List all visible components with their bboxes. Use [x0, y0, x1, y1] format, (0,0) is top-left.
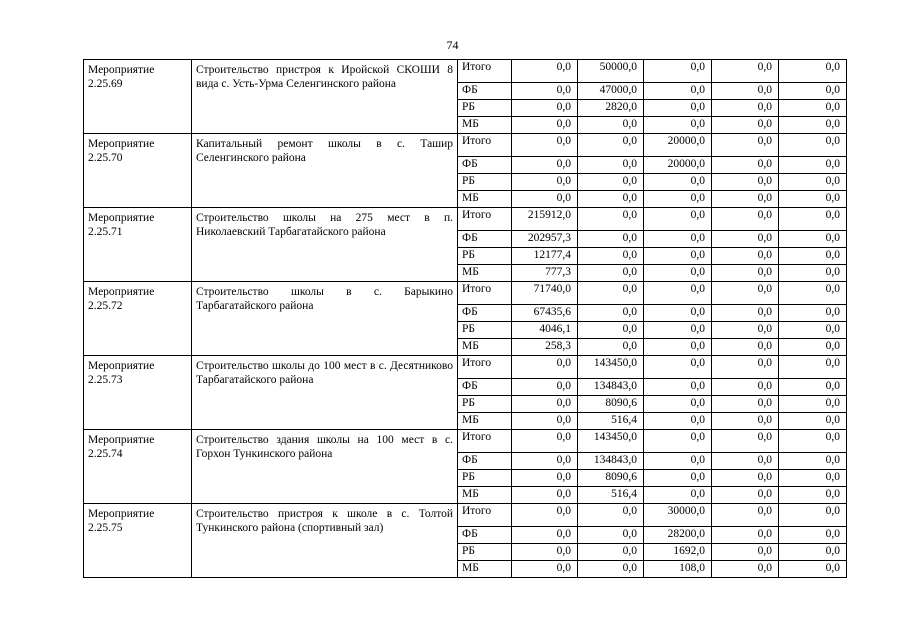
amount-cell: 2820,0 — [578, 100, 644, 117]
amount-cell: 0,0 — [779, 134, 847, 157]
amount-cell: 0,0 — [712, 561, 779, 578]
amount-cell: 0,0 — [779, 487, 847, 504]
amount-cell: 0,0 — [644, 430, 712, 453]
amount-cell: 143450,0 — [578, 356, 644, 379]
amount-cell: 0,0 — [512, 544, 578, 561]
table-body — [84, 60, 847, 578]
amount-cell: 0,0 — [712, 356, 779, 379]
funding-source-cell: ФБ — [458, 157, 512, 174]
funding-source-cell: ФБ — [458, 83, 512, 100]
funding-source-cell: МБ — [458, 265, 512, 282]
amount-cell: 0,0 — [512, 504, 578, 527]
funding-source-cell: ФБ — [458, 379, 512, 396]
funding-source-cell: РБ — [458, 544, 512, 561]
funding-source-cell: МБ — [458, 117, 512, 134]
table-row — [84, 356, 847, 379]
event-id-cell: Мероприятие 2.25.69 — [84, 60, 192, 134]
funding-source-cell: Итого — [458, 208, 512, 231]
amount-cell: 0,0 — [712, 282, 779, 305]
event-id-cell: Мероприятие 2.25.71 — [84, 208, 192, 282]
amount-cell: 0,0 — [512, 379, 578, 396]
amount-cell: 0,0 — [712, 134, 779, 157]
amount-cell: 0,0 — [644, 282, 712, 305]
amount-cell: 28200,0 — [644, 527, 712, 544]
amount-cell: 0,0 — [512, 527, 578, 544]
amount-cell: 0,0 — [644, 60, 712, 83]
amount-cell: 67435,6 — [512, 305, 578, 322]
amount-cell: 0,0 — [578, 561, 644, 578]
amount-cell: 0,0 — [779, 157, 847, 174]
amount-cell: 0,0 — [779, 117, 847, 134]
amount-cell: 0,0 — [712, 248, 779, 265]
amount-cell: 0,0 — [779, 208, 847, 231]
amount-cell: 1692,0 — [644, 544, 712, 561]
amount-cell: 0,0 — [712, 322, 779, 339]
amount-cell: 0,0 — [578, 248, 644, 265]
amount-cell: 47000,0 — [578, 83, 644, 100]
amount-cell: 0,0 — [779, 453, 847, 470]
event-description-cell: Строительство здания школы на 100 мест в с. Горхон Тункинского района — [192, 430, 458, 504]
amount-cell: 0,0 — [644, 265, 712, 282]
funding-source-cell: ФБ — [458, 527, 512, 544]
amount-cell: 0,0 — [512, 83, 578, 100]
amount-cell: 0,0 — [779, 305, 847, 322]
amount-cell: 30000,0 — [644, 504, 712, 527]
amount-cell: 0,0 — [512, 413, 578, 430]
amount-cell: 0,0 — [779, 544, 847, 561]
amount-cell: 0,0 — [712, 265, 779, 282]
amount-cell: 8090,6 — [578, 470, 644, 487]
amount-cell: 0,0 — [644, 356, 712, 379]
amount-cell: 0,0 — [578, 544, 644, 561]
amount-cell: 0,0 — [512, 561, 578, 578]
amount-cell: 0,0 — [712, 208, 779, 231]
amount-cell: 20000,0 — [644, 157, 712, 174]
amount-cell: 0,0 — [512, 100, 578, 117]
amount-cell: 0,0 — [644, 396, 712, 413]
table-row — [84, 60, 847, 83]
amount-cell: 12177,4 — [512, 248, 578, 265]
page-number: 74 — [446, 38, 459, 52]
amount-cell: 134843,0 — [578, 453, 644, 470]
amount-cell: 0,0 — [578, 339, 644, 356]
amount-cell: 0,0 — [779, 413, 847, 430]
amount-cell: 0,0 — [644, 339, 712, 356]
amount-cell: 0,0 — [578, 305, 644, 322]
event-description-cell: Строительство школы до 100 мест в с. Десятниково Тарбагатайского района — [192, 356, 458, 430]
funding-source-cell: РБ — [458, 248, 512, 265]
amount-cell: 0,0 — [779, 339, 847, 356]
amount-cell: 0,0 — [578, 134, 644, 157]
amount-cell: 0,0 — [644, 322, 712, 339]
amount-cell: 0,0 — [578, 174, 644, 191]
funding-source-cell: МБ — [458, 413, 512, 430]
amount-cell: 0,0 — [712, 60, 779, 83]
funding-source-cell: ФБ — [458, 305, 512, 322]
amount-cell: 0,0 — [779, 379, 847, 396]
amount-cell: 516,4 — [578, 487, 644, 504]
event-id-cell: Мероприятие 2.25.75 — [84, 504, 192, 578]
amount-cell: 0,0 — [644, 413, 712, 430]
funding-source-cell: Итого — [458, 282, 512, 305]
funding-source-cell: ФБ — [458, 231, 512, 248]
amount-cell: 0,0 — [512, 487, 578, 504]
amount-cell: 777,3 — [512, 265, 578, 282]
amount-cell: 0,0 — [779, 396, 847, 413]
amount-cell: 0,0 — [779, 561, 847, 578]
amount-cell: 134843,0 — [578, 379, 644, 396]
amount-cell: 0,0 — [779, 430, 847, 453]
amount-cell: 0,0 — [512, 117, 578, 134]
event-id-cell: Мероприятие 2.25.70 — [84, 134, 192, 208]
amount-cell: 0,0 — [779, 248, 847, 265]
amount-cell: 0,0 — [578, 208, 644, 231]
funding-source-cell: МБ — [458, 487, 512, 504]
amount-cell: 50000,0 — [578, 60, 644, 83]
amount-cell: 0,0 — [712, 83, 779, 100]
amount-cell: 0,0 — [512, 191, 578, 208]
amount-cell: 0,0 — [712, 504, 779, 527]
funding-source-cell: Итого — [458, 60, 512, 83]
amount-cell: 0,0 — [712, 396, 779, 413]
amount-cell: 0,0 — [512, 157, 578, 174]
funding-source-cell: ФБ — [458, 453, 512, 470]
amount-cell: 20000,0 — [644, 134, 712, 157]
amount-cell: 0,0 — [578, 527, 644, 544]
amount-cell: 0,0 — [712, 453, 779, 470]
event-description-cell: Строительство пристроя к Иройской СКОШИ 8 вида с. Усть-Урма Селенгинского района — [192, 60, 458, 134]
amount-cell: 108,0 — [644, 561, 712, 578]
amount-cell: 0,0 — [578, 231, 644, 248]
amount-cell: 0,0 — [644, 208, 712, 231]
amount-cell: 0,0 — [644, 174, 712, 191]
funding-source-cell: РБ — [458, 100, 512, 117]
amount-cell: 0,0 — [578, 265, 644, 282]
event-description-cell: Строительство школы в с. Барыкино Тарбагатайского района — [192, 282, 458, 356]
amount-cell: 0,0 — [712, 544, 779, 561]
amount-cell: 0,0 — [712, 100, 779, 117]
amount-cell: 0,0 — [644, 231, 712, 248]
amount-cell: 0,0 — [779, 282, 847, 305]
funding-source-cell: Итого — [458, 356, 512, 379]
event-description-cell: Строительство пристроя к школе в с. Толтой Тункинского района (спортивный зал) — [192, 504, 458, 578]
amount-cell: 0,0 — [578, 117, 644, 134]
amount-cell: 143450,0 — [578, 430, 644, 453]
table-row — [84, 282, 847, 305]
amount-cell: 0,0 — [712, 379, 779, 396]
table-row — [84, 504, 847, 527]
amount-cell: 0,0 — [779, 174, 847, 191]
funding-source-cell: Итого — [458, 134, 512, 157]
funding-source-cell: Итого — [458, 430, 512, 453]
funding-source-cell: РБ — [458, 470, 512, 487]
event-description-cell: Строительство школы на 275 мест в п. Николаевский Тарбагатайского района — [192, 208, 458, 282]
amount-cell: 0,0 — [779, 322, 847, 339]
amount-cell: 0,0 — [712, 527, 779, 544]
funding-source-cell: Итого — [458, 504, 512, 527]
amount-cell: 0,0 — [712, 117, 779, 134]
amount-cell: 0,0 — [712, 191, 779, 208]
amount-cell: 0,0 — [712, 157, 779, 174]
amount-cell: 0,0 — [512, 470, 578, 487]
amount-cell: 0,0 — [712, 413, 779, 430]
amount-cell: 202957,3 — [512, 231, 578, 248]
amount-cell: 0,0 — [644, 100, 712, 117]
amount-cell: 0,0 — [712, 174, 779, 191]
amount-cell: 0,0 — [512, 356, 578, 379]
funding-source-cell: МБ — [458, 191, 512, 208]
amount-cell: 0,0 — [779, 356, 847, 379]
amount-cell: 0,0 — [644, 487, 712, 504]
amount-cell: 71740,0 — [512, 282, 578, 305]
amount-cell: 0,0 — [578, 191, 644, 208]
funding-source-cell: РБ — [458, 396, 512, 413]
amount-cell: 0,0 — [512, 396, 578, 413]
amount-cell: 0,0 — [578, 504, 644, 527]
amount-cell: 8090,6 — [578, 396, 644, 413]
funding-source-cell: МБ — [458, 339, 512, 356]
amount-cell: 4046,1 — [512, 322, 578, 339]
amount-cell: 0,0 — [644, 117, 712, 134]
funding-source-cell: РБ — [458, 174, 512, 191]
amount-cell: 0,0 — [644, 305, 712, 322]
table-row — [84, 208, 847, 231]
amount-cell: 0,0 — [779, 231, 847, 248]
amount-cell: 0,0 — [644, 453, 712, 470]
amount-cell: 0,0 — [578, 282, 644, 305]
event-id-cell: Мероприятие 2.25.73 — [84, 356, 192, 430]
amount-cell: 0,0 — [644, 83, 712, 100]
amount-cell: 0,0 — [779, 100, 847, 117]
amount-cell: 0,0 — [779, 470, 847, 487]
amount-cell: 0,0 — [779, 504, 847, 527]
event-description-cell: Капитальный ремонт школы в с. Ташир Селенгинского района — [192, 134, 458, 208]
amount-cell: 0,0 — [644, 191, 712, 208]
amount-cell: 0,0 — [779, 265, 847, 282]
amount-cell: 0,0 — [712, 231, 779, 248]
amount-cell: 0,0 — [512, 430, 578, 453]
funding-source-cell: МБ — [458, 561, 512, 578]
amount-cell: 0,0 — [712, 470, 779, 487]
table-row — [84, 134, 847, 157]
amount-cell: 0,0 — [512, 453, 578, 470]
amount-cell: 0,0 — [644, 248, 712, 265]
amount-cell: 0,0 — [644, 379, 712, 396]
amount-cell: 0,0 — [779, 191, 847, 208]
amount-cell: 0,0 — [512, 60, 578, 83]
amount-cell: 0,0 — [712, 487, 779, 504]
amount-cell: 0,0 — [578, 157, 644, 174]
event-id-cell: Мероприятие 2.25.72 — [84, 282, 192, 356]
funding-source-cell: РБ — [458, 322, 512, 339]
amount-cell: 0,0 — [712, 339, 779, 356]
amount-cell: 0,0 — [512, 134, 578, 157]
amount-cell: 258,3 — [512, 339, 578, 356]
amount-cell: 0,0 — [779, 83, 847, 100]
table-row — [84, 430, 847, 453]
amount-cell: 0,0 — [779, 60, 847, 83]
amount-cell: 0,0 — [512, 174, 578, 191]
amount-cell: 0,0 — [644, 470, 712, 487]
event-id-cell: Мероприятие 2.25.74 — [84, 430, 192, 504]
amount-cell: 0,0 — [779, 527, 847, 544]
amount-cell: 0,0 — [578, 322, 644, 339]
amount-cell: 0,0 — [712, 305, 779, 322]
amount-cell: 215912,0 — [512, 208, 578, 231]
amount-cell: 516,4 — [578, 413, 644, 430]
budget-table — [83, 59, 847, 578]
amount-cell: 0,0 — [712, 430, 779, 453]
